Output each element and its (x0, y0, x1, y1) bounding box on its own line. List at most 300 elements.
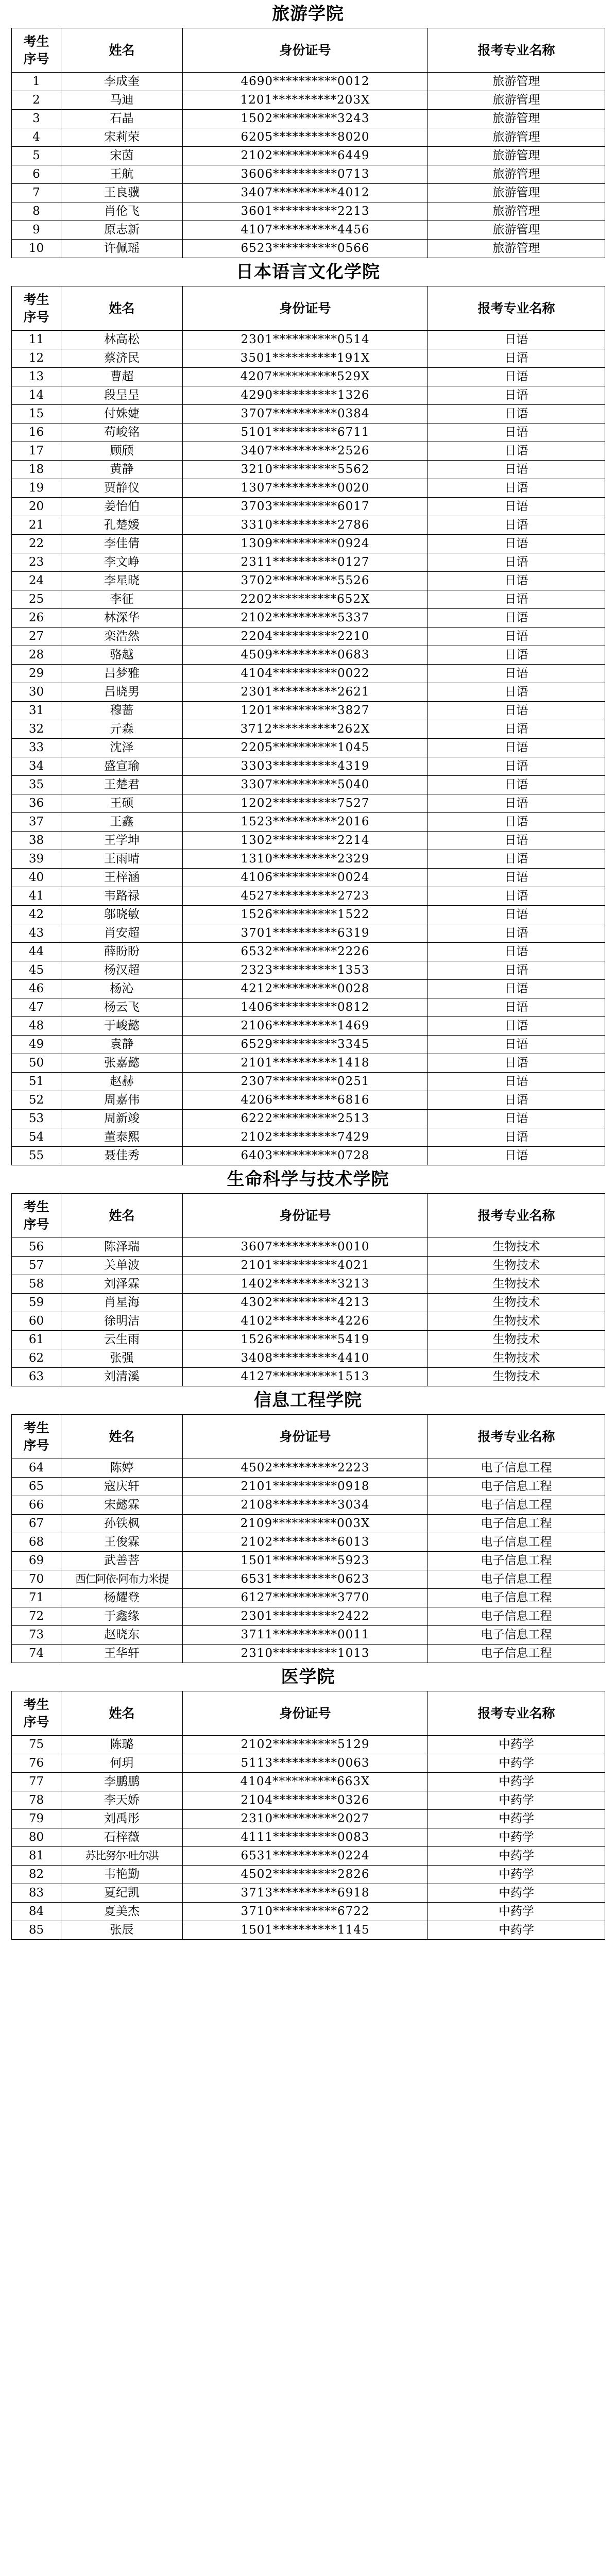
cell-id-number: 6205**********8020 (183, 128, 428, 147)
cell-exam-number: 12 (12, 349, 61, 368)
cell-name: 韦艳勤 (61, 1866, 183, 1884)
cell-exam-number: 54 (12, 1128, 61, 1147)
cell-major: 日语 (428, 405, 605, 423)
cell-id-number: 2101**********4021 (183, 1257, 428, 1275)
cell-exam-number: 59 (12, 1294, 61, 1312)
cell-name: 王硕 (61, 794, 183, 813)
cell-id-number: 2301**********2422 (183, 1607, 428, 1626)
table-row (12, 757, 605, 776)
cell-major: 中药学 (428, 1847, 605, 1866)
table-row (12, 405, 605, 423)
table-row (12, 1147, 605, 1165)
table-row (12, 1810, 605, 1828)
cell-name: 王学坤 (61, 832, 183, 850)
cell-major: 电子信息工程 (428, 1570, 605, 1589)
cell-exam-number: 66 (12, 1496, 61, 1515)
cell-id-number: 4527**********2723 (183, 887, 428, 906)
cell-exam-number: 10 (12, 240, 61, 258)
table-header-row (12, 1194, 605, 1238)
cell-major: 电子信息工程 (428, 1645, 605, 1663)
cell-name: 张辰 (61, 1921, 183, 1940)
table-row (12, 1552, 605, 1570)
cell-id-number: 6529**********3345 (183, 1036, 428, 1054)
cell-id-number: 2104**********0326 (183, 1791, 428, 1810)
cell-exam-number: 71 (12, 1589, 61, 1607)
cell-name: 原志新 (61, 221, 183, 240)
cell-major: 中药学 (428, 1921, 605, 1940)
cell-name: 宋茵 (61, 147, 183, 165)
cell-major: 中药学 (428, 1866, 605, 1884)
header-major: 报考专业名称 (428, 1415, 605, 1459)
cell-major: 日语 (428, 553, 605, 572)
cell-name: 肖安超 (61, 924, 183, 943)
cell-name: 苟峻铭 (61, 423, 183, 442)
cell-exam-number: 30 (12, 683, 61, 702)
cell-major: 日语 (428, 516, 605, 535)
table-row (12, 368, 605, 386)
header-id-number: 身份证号 (183, 1194, 428, 1238)
cell-major: 旅游管理 (428, 128, 605, 147)
cell-major: 日语 (428, 739, 605, 757)
cell-id-number: 2311**********0127 (183, 553, 428, 572)
cell-major: 日语 (428, 628, 605, 646)
cell-exam-number: 40 (12, 869, 61, 887)
cell-major: 生物技术 (428, 1275, 605, 1294)
cell-exam-number: 51 (12, 1073, 61, 1091)
cell-name: 吕梦雅 (61, 665, 183, 683)
cell-exam-number: 46 (12, 980, 61, 998)
cell-name: 李天娇 (61, 1791, 183, 1810)
cell-id-number: 3701**********6319 (183, 924, 428, 943)
cell-id-number: 2102**********6013 (183, 1533, 428, 1552)
table-row (12, 1515, 605, 1533)
cell-exam-number: 1 (12, 73, 61, 91)
cell-exam-number: 23 (12, 553, 61, 572)
cell-major: 日语 (428, 461, 605, 479)
cell-id-number: 2301**********2621 (183, 683, 428, 702)
table-row (12, 1478, 605, 1496)
section-title: 医学院 (281, 1667, 335, 1687)
table-row (12, 1773, 605, 1791)
table-row (12, 1754, 605, 1773)
cell-exam-number: 78 (12, 1791, 61, 1810)
cell-major: 生物技术 (428, 1238, 605, 1257)
cell-id-number: 4690**********0012 (183, 73, 428, 91)
cell-id-number: 6531**********0224 (183, 1847, 428, 1866)
cell-name: 肖星海 (61, 1294, 183, 1312)
cell-id-number: 1501**********1145 (183, 1921, 428, 1940)
cell-major: 日语 (428, 1128, 605, 1147)
cell-major: 日语 (428, 1073, 605, 1091)
cell-id-number: 2202**********652X (183, 590, 428, 609)
table-row (12, 961, 605, 980)
cell-id-number: 4502**********2826 (183, 1866, 428, 1884)
table-header-row (12, 28, 605, 73)
cell-name: 盛宣瑜 (61, 757, 183, 776)
table-row (12, 906, 605, 924)
cell-exam-number: 73 (12, 1626, 61, 1645)
cell-name: 关单波 (61, 1257, 183, 1275)
cell-exam-number: 55 (12, 1147, 61, 1165)
cell-name: 王航 (61, 165, 183, 184)
header-id-number: 身份证号 (183, 1691, 428, 1736)
cell-major: 日语 (428, 906, 605, 924)
cell-exam-number: 57 (12, 1257, 61, 1275)
cell-id-number: 4111**********0083 (183, 1828, 428, 1847)
cell-name: 林深华 (61, 609, 183, 628)
cell-exam-number: 44 (12, 943, 61, 961)
cell-id-number: 1526**********5419 (183, 1331, 428, 1349)
table-row (12, 1091, 605, 1110)
cell-id-number: 1502**********3243 (183, 110, 428, 128)
cell-major: 中药学 (428, 1828, 605, 1847)
cell-major: 日语 (428, 349, 605, 368)
header-exam-number-line: 序号 (23, 1437, 49, 1453)
cell-major: 中药学 (428, 1736, 605, 1754)
cell-name: 亓森 (61, 720, 183, 739)
header-exam-number-line: 考生 (23, 1697, 49, 1712)
table-row (12, 240, 605, 258)
header-name: 姓名 (61, 1415, 183, 1459)
cell-major: 日语 (428, 1110, 605, 1128)
table-row (12, 1017, 605, 1036)
cell-major: 日语 (428, 961, 605, 980)
cell-major: 旅游管理 (428, 240, 605, 258)
table-row (12, 813, 605, 832)
table-row (12, 461, 605, 479)
cell-major: 日语 (428, 609, 605, 628)
cell-major: 日语 (428, 331, 605, 349)
cell-name: 陈婷 (61, 1459, 183, 1478)
header-name: 姓名 (61, 28, 183, 73)
table-row (12, 516, 605, 535)
cell-major: 日语 (428, 1147, 605, 1165)
cell-exam-number: 2 (12, 91, 61, 110)
cell-exam-number: 67 (12, 1515, 61, 1533)
cell-major: 日语 (428, 794, 605, 813)
cell-major: 日语 (428, 1017, 605, 1036)
table-row (12, 628, 605, 646)
cell-id-number: 3501**********191X (183, 349, 428, 368)
table-row (12, 980, 605, 998)
cell-major: 电子信息工程 (428, 1459, 605, 1478)
cell-exam-number: 5 (12, 147, 61, 165)
cell-major: 日语 (428, 386, 605, 405)
cell-major: 生物技术 (428, 1331, 605, 1349)
cell-name: 李文峥 (61, 553, 183, 572)
cell-name: 顾颀 (61, 442, 183, 461)
cell-id-number: 4107**********4456 (183, 221, 428, 240)
cell-major: 旅游管理 (428, 184, 605, 202)
table-row (12, 128, 605, 147)
section-table (11, 1691, 605, 1940)
cell-id-number: 5113**********0063 (183, 1754, 428, 1773)
cell-name: 何玥 (61, 1754, 183, 1773)
cell-major: 电子信息工程 (428, 1496, 605, 1515)
cell-id-number: 3407**********4012 (183, 184, 428, 202)
cell-name: 黄静 (61, 461, 183, 479)
cell-name: 于鑫缘 (61, 1607, 183, 1626)
cell-exam-number: 36 (12, 794, 61, 813)
cell-id-number: 3407**********2526 (183, 442, 428, 461)
cell-major: 旅游管理 (428, 221, 605, 240)
table-row (12, 572, 605, 590)
cell-exam-number: 42 (12, 906, 61, 924)
table-row (12, 720, 605, 739)
cell-exam-number: 34 (12, 757, 61, 776)
table-row (12, 1903, 605, 1921)
cell-exam-number: 76 (12, 1754, 61, 1773)
cell-name: 于峻懿 (61, 1017, 183, 1036)
cell-exam-number: 70 (12, 1570, 61, 1589)
table-row (12, 1238, 605, 1257)
cell-major: 日语 (428, 498, 605, 516)
cell-name: 夏纪凯 (61, 1884, 183, 1903)
cell-major: 中药学 (428, 1754, 605, 1773)
cell-name: 王华轩 (61, 1645, 183, 1663)
cell-name: 聂佳秀 (61, 1147, 183, 1165)
table-row (12, 386, 605, 405)
header-exam-number (12, 1691, 61, 1736)
cell-name: 贾静仪 (61, 479, 183, 498)
cell-major: 日语 (428, 442, 605, 461)
cell-major: 日语 (428, 572, 605, 590)
cell-id-number: 3210**********5562 (183, 461, 428, 479)
cell-id-number: 4127**********1513 (183, 1368, 428, 1386)
table-row (12, 794, 605, 813)
cell-name: 孔楚媛 (61, 516, 183, 535)
cell-exam-number: 11 (12, 331, 61, 349)
cell-exam-number: 21 (12, 516, 61, 535)
cell-id-number: 1501**********5923 (183, 1552, 428, 1570)
header-major: 报考专业名称 (428, 28, 605, 73)
cell-exam-number: 56 (12, 1238, 61, 1257)
table-header-row (12, 1415, 605, 1459)
cell-exam-number: 61 (12, 1331, 61, 1349)
cell-name: 刘禹彤 (61, 1810, 183, 1828)
cell-exam-number: 38 (12, 832, 61, 850)
cell-id-number: 4207**********529X (183, 368, 428, 386)
table-row (12, 1921, 605, 1940)
cell-id-number: 4206**********6816 (183, 1091, 428, 1110)
cell-major: 电子信息工程 (428, 1478, 605, 1496)
cell-exam-number: 45 (12, 961, 61, 980)
cell-major: 日语 (428, 832, 605, 850)
cell-major: 日语 (428, 850, 605, 869)
header-name: 姓名 (61, 1194, 183, 1238)
cell-exam-number: 83 (12, 1884, 61, 1903)
table-row (12, 1626, 605, 1645)
cell-name: 杨汉超 (61, 961, 183, 980)
cell-name: 武善菩 (61, 1552, 183, 1570)
table-row (12, 998, 605, 1017)
cell-name: 姜怡伯 (61, 498, 183, 516)
cell-exam-number: 63 (12, 1368, 61, 1386)
cell-name: 李成奎 (61, 73, 183, 91)
cell-exam-number: 17 (12, 442, 61, 461)
section-title: 日本语言文化学院 (236, 262, 380, 282)
header-exam-number-line: 考生 (23, 33, 49, 49)
cell-exam-number: 15 (12, 405, 61, 423)
header-name: 姓名 (61, 1691, 183, 1736)
cell-exam-number: 24 (12, 572, 61, 590)
cell-name: 许佩瑶 (61, 240, 183, 258)
cell-id-number: 2102**********7429 (183, 1128, 428, 1147)
cell-exam-number: 4 (12, 128, 61, 147)
cell-id-number: 1202**********7527 (183, 794, 428, 813)
section-table (11, 1414, 605, 1663)
cell-id-number: 2101**********0918 (183, 1478, 428, 1496)
cell-exam-number: 75 (12, 1736, 61, 1754)
cell-major: 日语 (428, 998, 605, 1017)
table-row (12, 202, 605, 221)
section-table (11, 286, 605, 1165)
cell-major: 日语 (428, 479, 605, 498)
cell-id-number: 2323**********1353 (183, 961, 428, 980)
cell-name: 段呈呈 (61, 386, 183, 405)
cell-id-number: 6222**********2513 (183, 1110, 428, 1128)
cell-exam-number: 72 (12, 1607, 61, 1626)
table-row (12, 479, 605, 498)
cell-name: 杨沁 (61, 980, 183, 998)
header-exam-number-line: 序号 (23, 1714, 49, 1730)
cell-exam-number: 69 (12, 1552, 61, 1570)
header-exam-number (12, 1194, 61, 1238)
table-row (12, 331, 605, 349)
cell-exam-number: 14 (12, 386, 61, 405)
cell-exam-number: 48 (12, 1017, 61, 1036)
header-id-number: 身份证号 (183, 28, 428, 73)
header-exam-number-line: 考生 (23, 1199, 49, 1214)
cell-major: 生物技术 (428, 1349, 605, 1368)
cell-id-number: 3307**********5040 (183, 776, 428, 794)
cell-name: 孙铁枫 (61, 1515, 183, 1533)
cell-id-number: 2310**********1013 (183, 1645, 428, 1663)
cell-id-number: 3710**********6722 (183, 1903, 428, 1921)
header-exam-number-line: 序号 (23, 1216, 49, 1232)
cell-major: 日语 (428, 665, 605, 683)
cell-name: 王鑫 (61, 813, 183, 832)
cell-major: 日语 (428, 924, 605, 943)
cell-exam-number: 33 (12, 739, 61, 757)
cell-id-number: 6127**********3770 (183, 1589, 428, 1607)
cell-major: 日语 (428, 757, 605, 776)
cell-exam-number: 13 (12, 368, 61, 386)
cell-major: 电子信息工程 (428, 1589, 605, 1607)
cell-major: 电子信息工程 (428, 1607, 605, 1626)
table-row (12, 1866, 605, 1884)
cell-major: 日语 (428, 776, 605, 794)
cell-id-number: 1402**********3213 (183, 1275, 428, 1294)
cell-name: 石晶 (61, 110, 183, 128)
cell-major: 日语 (428, 535, 605, 553)
cell-exam-number: 68 (12, 1533, 61, 1552)
cell-name: 王梓涵 (61, 869, 183, 887)
table-row (12, 91, 605, 110)
header-exam-number-line: 序号 (23, 309, 49, 325)
cell-major: 日语 (428, 1091, 605, 1110)
cell-name: 徐明洁 (61, 1312, 183, 1331)
cell-name: 陈泽瑞 (61, 1238, 183, 1257)
cell-id-number: 2204**********2210 (183, 628, 428, 646)
cell-exam-number: 37 (12, 813, 61, 832)
header-major: 报考专业名称 (428, 1194, 605, 1238)
cell-id-number: 4104**********663X (183, 1773, 428, 1791)
cell-id-number: 4509**********0683 (183, 646, 428, 665)
cell-exam-number: 62 (12, 1349, 61, 1368)
cell-exam-number: 60 (12, 1312, 61, 1331)
cell-name: 王雨晴 (61, 850, 183, 869)
cell-major: 旅游管理 (428, 110, 605, 128)
cell-id-number: 3606**********0713 (183, 165, 428, 184)
cell-name: 刘清溪 (61, 1368, 183, 1386)
cell-id-number: 2102**********6449 (183, 147, 428, 165)
cell-name: 林高松 (61, 331, 183, 349)
table-row (12, 1331, 605, 1349)
cell-major: 旅游管理 (428, 202, 605, 221)
cell-major: 日语 (428, 887, 605, 906)
table-row (12, 590, 605, 609)
cell-exam-number: 6 (12, 165, 61, 184)
cell-major: 旅游管理 (428, 73, 605, 91)
cell-id-number: 3408**********4410 (183, 1349, 428, 1368)
cell-exam-number: 53 (12, 1110, 61, 1128)
cell-exam-number: 16 (12, 423, 61, 442)
cell-name: 董泰熙 (61, 1128, 183, 1147)
table-row (12, 1368, 605, 1386)
table-row (12, 110, 605, 128)
cell-id-number: 6523**********0566 (183, 240, 428, 258)
table-row (12, 609, 605, 628)
cell-id-number: 3702**********5526 (183, 572, 428, 590)
cell-id-number: 3711**********0011 (183, 1626, 428, 1645)
cell-major: 日语 (428, 869, 605, 887)
cell-id-number: 2102**********5337 (183, 609, 428, 628)
table-row (12, 165, 605, 184)
header-exam-number (12, 28, 61, 73)
cell-exam-number: 47 (12, 998, 61, 1017)
cell-major: 中药学 (428, 1884, 605, 1903)
table-row (12, 1570, 605, 1589)
table-row (12, 535, 605, 553)
cell-exam-number: 79 (12, 1810, 61, 1828)
table-row (12, 1884, 605, 1903)
cell-major: 日语 (428, 423, 605, 442)
cell-id-number: 4290**********1326 (183, 386, 428, 405)
cell-exam-number: 19 (12, 479, 61, 498)
table-row (12, 924, 605, 943)
cell-id-number: 1310**********2329 (183, 850, 428, 869)
header-major: 报考专业名称 (428, 1691, 605, 1736)
cell-exam-number: 27 (12, 628, 61, 646)
cell-exam-number: 22 (12, 535, 61, 553)
cell-name: 赵赫 (61, 1073, 183, 1091)
table-row (12, 423, 605, 442)
header-exam-number-line: 考生 (23, 1420, 49, 1435)
cell-major: 日语 (428, 702, 605, 720)
table-row (12, 73, 605, 91)
cell-exam-number: 18 (12, 461, 61, 479)
cell-id-number: 1526**********1522 (183, 906, 428, 924)
cell-name: 周嘉伟 (61, 1091, 183, 1110)
cell-name: 赵晓东 (61, 1626, 183, 1645)
cell-exam-number: 50 (12, 1054, 61, 1073)
cell-name: 吕晓男 (61, 683, 183, 702)
cell-major: 中药学 (428, 1810, 605, 1828)
cell-id-number: 1302**********2214 (183, 832, 428, 850)
cell-major: 日语 (428, 683, 605, 702)
table-row (12, 776, 605, 794)
